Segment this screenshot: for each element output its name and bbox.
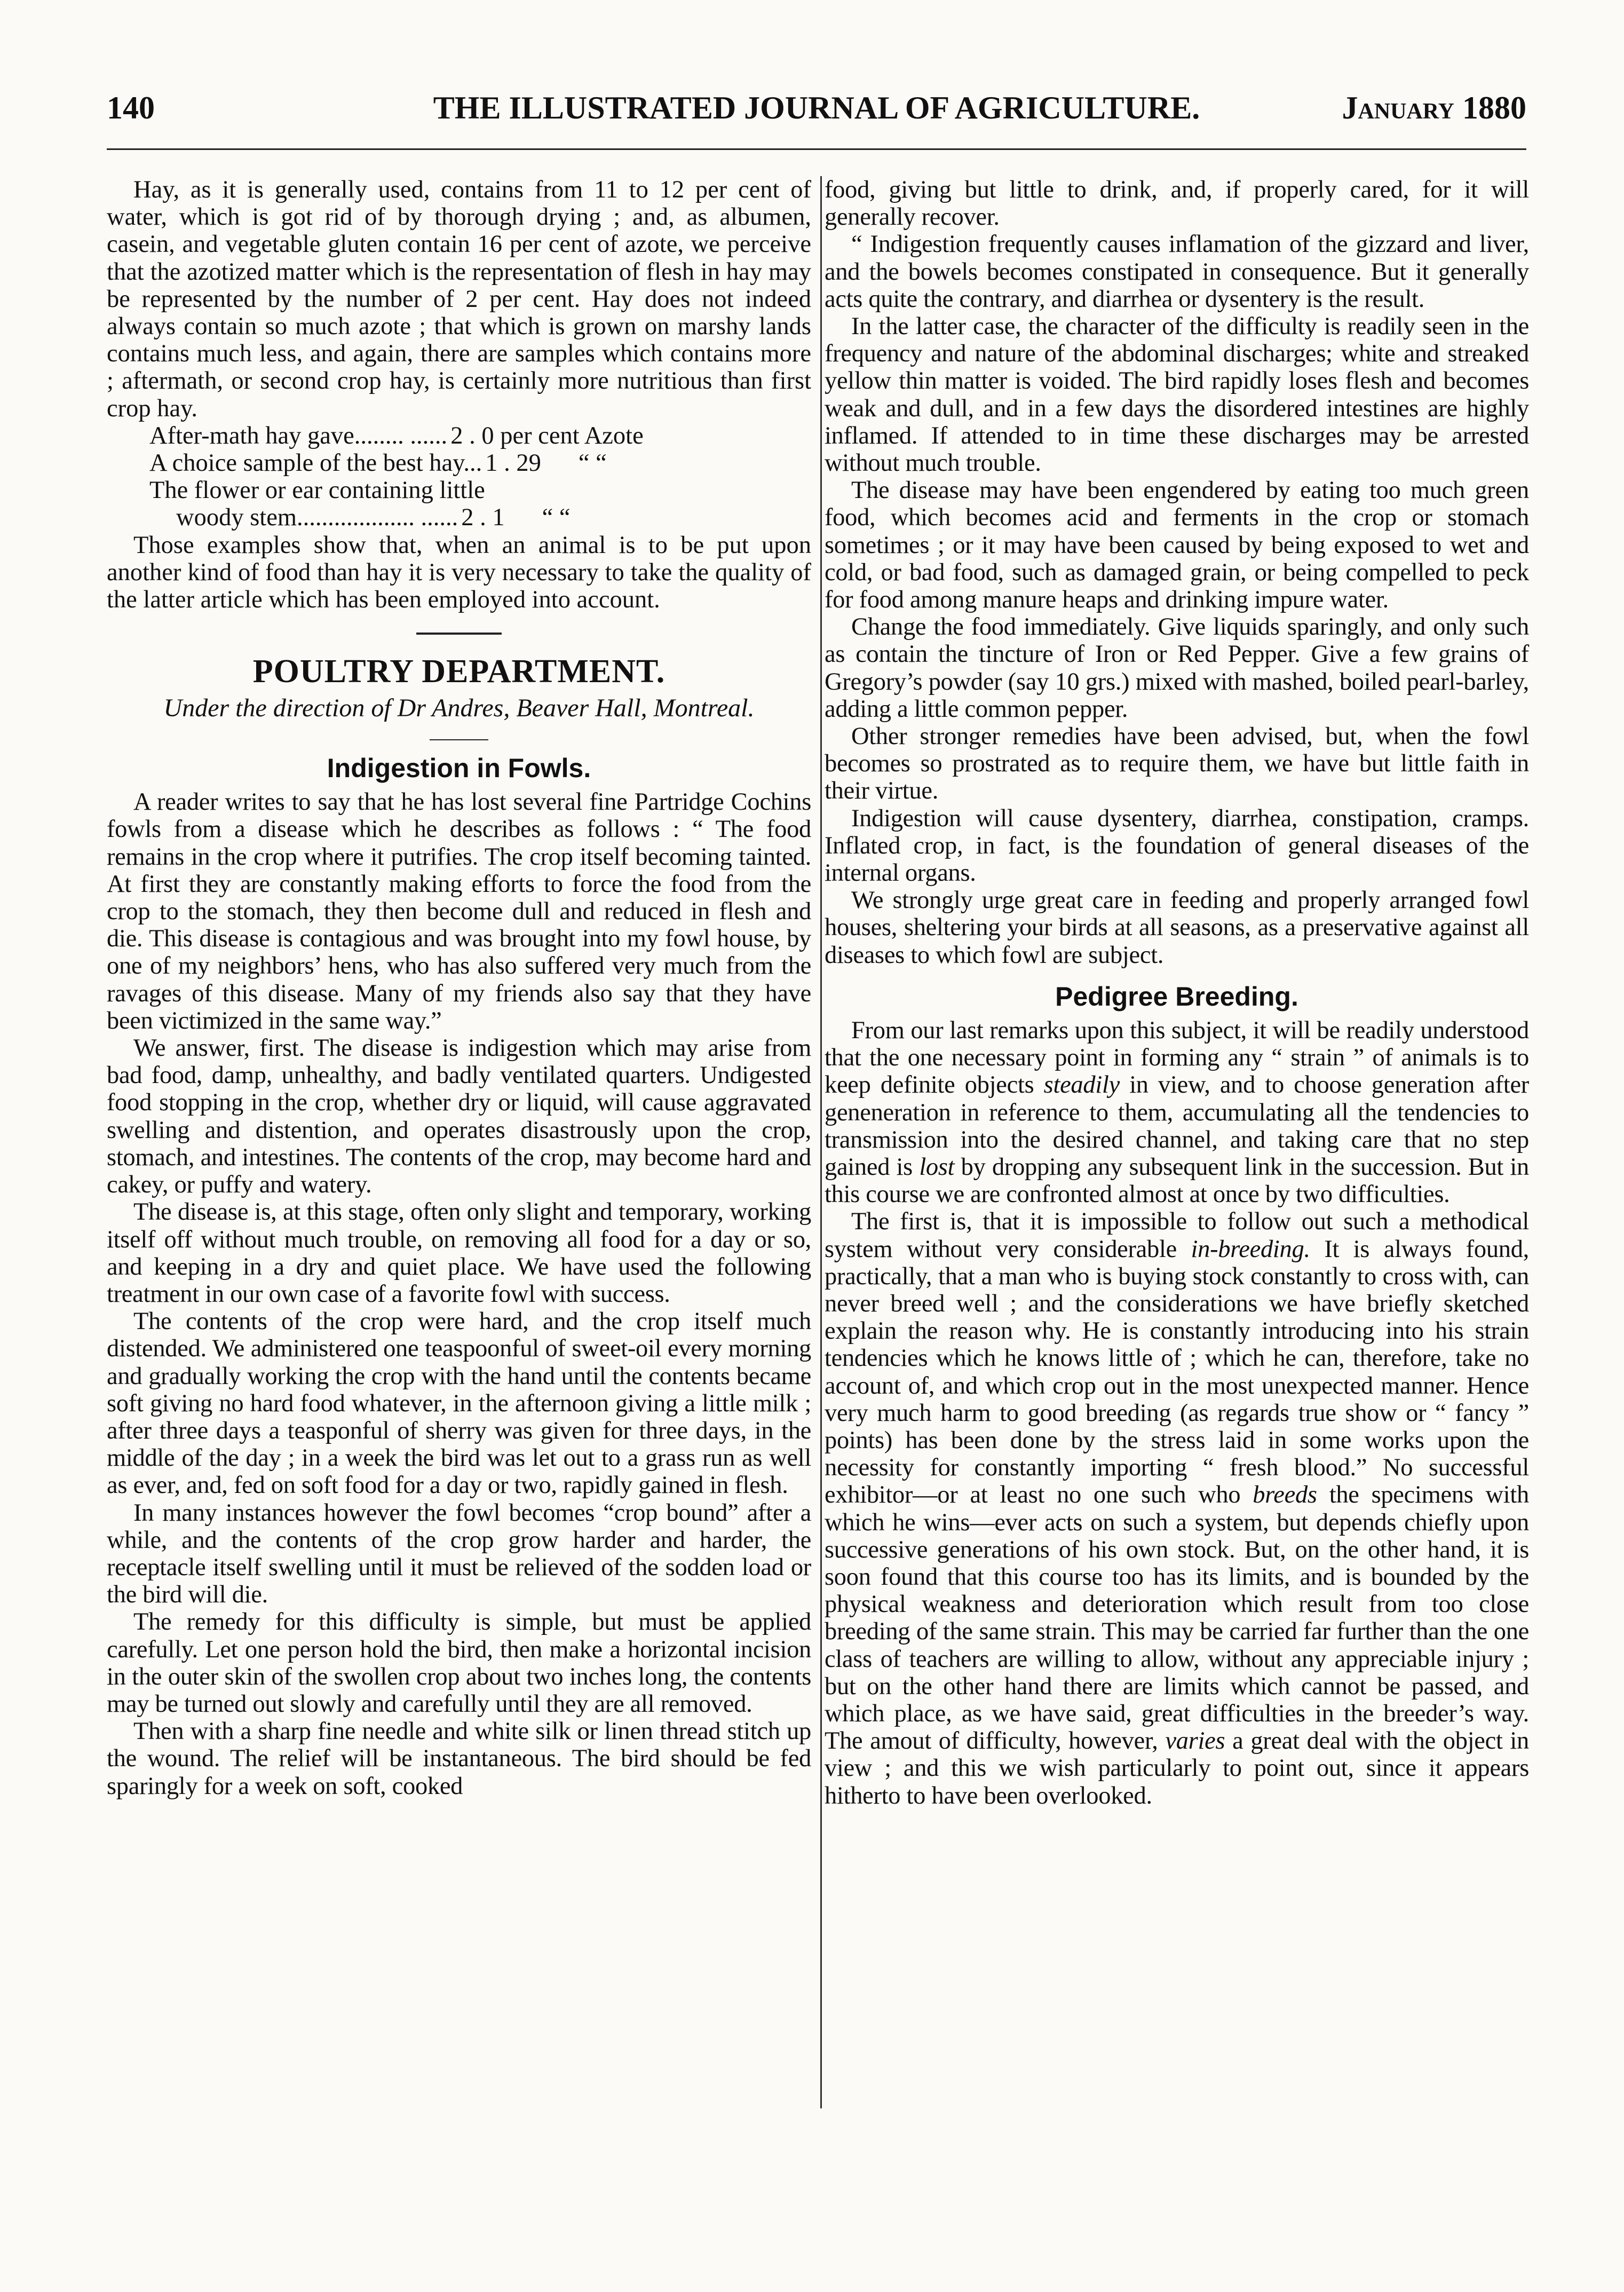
emphasis-in-breeding: in-breeding. [1191, 1235, 1310, 1263]
article-paragraph: Then with a sharp fine needle and white silk or linen thread stitch up the wound. The relief will be instantaneous. The bird should be fed sparingly for a week on soft, cooked [107, 1718, 811, 1800]
article-paragraph: In many instances however the fowl becomes “crop bound” after a while, and the contents of the crop grow harder and harder, the receptacle itself swelling until it must be relieved of the sodden load or the bird will die. [107, 1499, 811, 1609]
left-column [107, 176, 811, 1800]
indigestion-article-body [107, 788, 811, 1800]
azote-row-aftermath [107, 422, 811, 449]
text-run: a great deal with the object in view ; and this we wish particularly to point out, since it appears hitherto to have been overlooked. [825, 1727, 1529, 1809]
azote-row-flower [107, 477, 811, 504]
azote-row-choice-sample [107, 449, 811, 477]
azote-row-value: 2 . 0 per cent Azote [450, 422, 644, 449]
pedigree-paragraph [825, 1208, 1529, 1809]
ditto-marks: “ “ [542, 504, 571, 532]
azote-row-label: A choice sample of the best hay... [149, 449, 482, 477]
article-title: Indigestion in Fowls. [327, 753, 591, 784]
column-divider [820, 176, 822, 2108]
article-paragraph: “ Indigestion frequently causes inflamation of the gizzard and liver, and the bowels becomes constipated in consequence. But it generally acts quite the contrary, and diarrhea or dysentery is the result. [825, 231, 1529, 313]
text-run: the specimens with which he wins—ever acts on such a system, but depends chiefly upon successive generations of his own stock. But, on the other hand, it is soon found that this course too has its limits, and is bounded by the physical weakness and deterioration which result from too close breeding of the same strain. This may be carried far further than the one class of teachers are willing to allow, without any appreciable injury ; but on the other hand there are limits which cannot be passed, and which place, as we have said, great difficulties in the breeder’s way. The amout of difficulty, however, [825, 1481, 1529, 1755]
emphasis-breeds: breeds [1253, 1481, 1317, 1509]
right-column [825, 176, 1529, 1809]
article-paragraph: The disease may have been engendered by eating too much green food, which becomes acid and ferments in the crop or stomach sometimes ; or it may have been caused by being exposed to wet and cold, or bad food, such as damaged grain, or being compelled to peck for food among manure heaps and drinking impure water. [825, 477, 1529, 614]
page-header [107, 90, 1526, 138]
article-paragraph: A reader writes to say that he has lost several fine Partridge Cochins fowls from a disease which he describes as follows : “ The food remains in the crop where it putrifies. The crop itself becoming tainted. At first they are constantly making efforts to force the food from the crop to the stomach, they then become dull and reduced in flesh and die. This disease is contagious and was brought into my fowl house, by one of my neighbors’ hens, who has also suffered very much from the ravages of this disease. Many of my friends also say that they have been victimized in the same way.” [107, 788, 811, 1034]
journal-title: THE ILLUSTRATED JOURNAL OF AGRICULTURE. [433, 90, 1200, 125]
emphasis-varies: varies [1165, 1727, 1225, 1755]
text-run: in view, and to choose generation after geneneration in reference to them, accumulating all the tendencies to transmission into the desired channel, and taking care that no step gained is [825, 1071, 1529, 1181]
article-paragraph: The contents of the crop were hard, and the crop itself much distended. We administered one teaspoonful of sweet-oil every morning and gradually working the crop with the hand until the contents became soft giving no hard food whatever, in the afternoon giving a little milk ; after three days a teasponful of sherry was given for three days, in the middle of the day ; in a week the bird was let out to a grass run as well as ever, and, fed on soft food for a day or two, rapidly gained in flesh. [107, 1308, 811, 1499]
header-rule [107, 148, 1526, 150]
text-run: It is always found, practically, that a man who is buying stock constantly to cross with, can never breed well ; and the considerations we have briefly sketched explain the reason why. He is constantly introducing into his strain tendencies which he knows little of ; which he can, therefore, take no account of, and which crop out in the most unexpected manner. Hence very much harm to good breeding (as regards true show or “ fancy ” points) has been done by the stress laid in some works upon the necessity for constantly importing “ fresh blood.” No successful exhibitor—or at least no one such who [825, 1235, 1529, 1509]
pedigree-breeding-title: Pedigree Breeding. [1055, 981, 1298, 1011]
text-run: From our last remarks upon this subject, it will be readily understood that the one necessary point in forming any “ strain ” of animals is to keep definite objects [825, 1016, 1529, 1099]
article-paragraph: We strongly urge great care in feeding and properly arranged fowl houses, sheltering your birds at all seasons, as a preservative against all diseases to which fowl are subject. [825, 887, 1529, 969]
article-paragraph: food, giving but little to drink, and, if properly cared, for it will generally recover. [825, 176, 1529, 231]
hay-intro-paragraph: Hay, as it is generally used, contains from 11 to 12 per cent of water, which is got rid of by thorough drying ; and, as albumen, casein, and vegetable gluten contain 16 per cent of azote, we perceive that the azotized matter which is the representation of flesh in hay may be represented by the number of 2 per cent. Hay does not indeed always contain so much azote ; that which is grown on marshy lands contains much less, and again, there are samples which contains more ; aftermath, or second crop hay, is certainly more nutritious than first crop hay. [107, 176, 811, 422]
text-run: by dropping any subsequent link in the succession. But in this course we are confronted almost at once by two difficulties. [825, 1153, 1529, 1208]
hay-conclusion-paragraph: Those examples show that, when an animal is to be put upon another kind of food than hay it is very necessary to take the quality of the latter article which has been employed into account. [107, 531, 811, 614]
azote-row-value: 1 . 29 [485, 449, 541, 477]
azote-row-label: The flower or ear containing little [149, 477, 485, 504]
emphasis-lost: lost [919, 1153, 955, 1181]
emphasis-steadily: steadily [1043, 1071, 1120, 1099]
azote-row-label: After-math hay gave........ ...... [149, 422, 448, 449]
ditto-marks: “ “ [578, 449, 607, 477]
article-paragraph: Other stronger remedies have been advised, but, when the fowl becomes so prostrated as to require them, we have but little faith in their virtue. [825, 723, 1529, 805]
poultry-department-subtitle: Under the direction of Dr Andres, Beaver Hall, Montreal. [163, 694, 755, 723]
pedigree-paragraph [825, 1017, 1529, 1208]
section-rule [416, 633, 502, 635]
azote-table [107, 422, 811, 532]
azote-row-woody-stem [107, 504, 811, 531]
poultry-department-title: POULTRY DEPARTMENT. [252, 653, 666, 690]
article-paragraph: The disease is, at this stage, often only slight and temporary, working itself off without much trouble, on removing all food for a day or so, and keeping in a dry and quiet place. We have used the following treatment in our own case of a favorite fowl with success. [107, 1198, 811, 1308]
azote-row-value: 2 . 1 [461, 504, 505, 532]
issue-date: January 1880 [1342, 90, 1526, 125]
article-paragraph: In the latter case, the character of the difficulty is readily seen in the frequency and nature of the abdominal discharges; white and streaked yellow thin matter is voided. The bird rapidly loses flesh and becomes weak and dull, and in a few days the disordered intestines are highly inflamed. If attended to in time these discharges may be arrested without much trouble. [825, 313, 1529, 477]
azote-row-label: woody stem................... ...... [176, 504, 458, 532]
article-paragraph: Change the food immediately. Give liquids sparingly, and only such as contain the tincture of Iron or Red Pepper. Give a few grains of Gregory’s powder (say 10 grs.) mixed with mashed, boiled pearl-barley, adding a little common pepper. [825, 613, 1529, 723]
article-rule [430, 739, 488, 740]
article-paragraph: We answer, first. The disease is indigestion which may arise from bad food, damp, unhealthy, and badly ventilated quarters. Undigested food stopping in the crop, whether dry or liquid, will cause aggravated swelling and distention, and operates disastrously upon the crop, stomach, and intestines. The contents of the crop, may become hard and cakey, or puffy and watery. [107, 1034, 811, 1199]
page-number: 140 [107, 90, 155, 125]
article-paragraph: Indigestion will cause dysentery, diarrhea, constipation, cramps. Inflated crop, in fact, is the foundation of general diseases of the internal organs. [825, 804, 1529, 887]
text-run: The first is, that it is impossible to follow out such a methodical system without very considerable [825, 1208, 1529, 1263]
article-paragraph: The remedy for this difficulty is simple, but must be applied carefully. Let one person hold the bird, then make a horizontal incision in the outer skin of the swollen crop about two inches long, the contents may be turned out slowly and carefully until they are all removed. [107, 1608, 811, 1718]
